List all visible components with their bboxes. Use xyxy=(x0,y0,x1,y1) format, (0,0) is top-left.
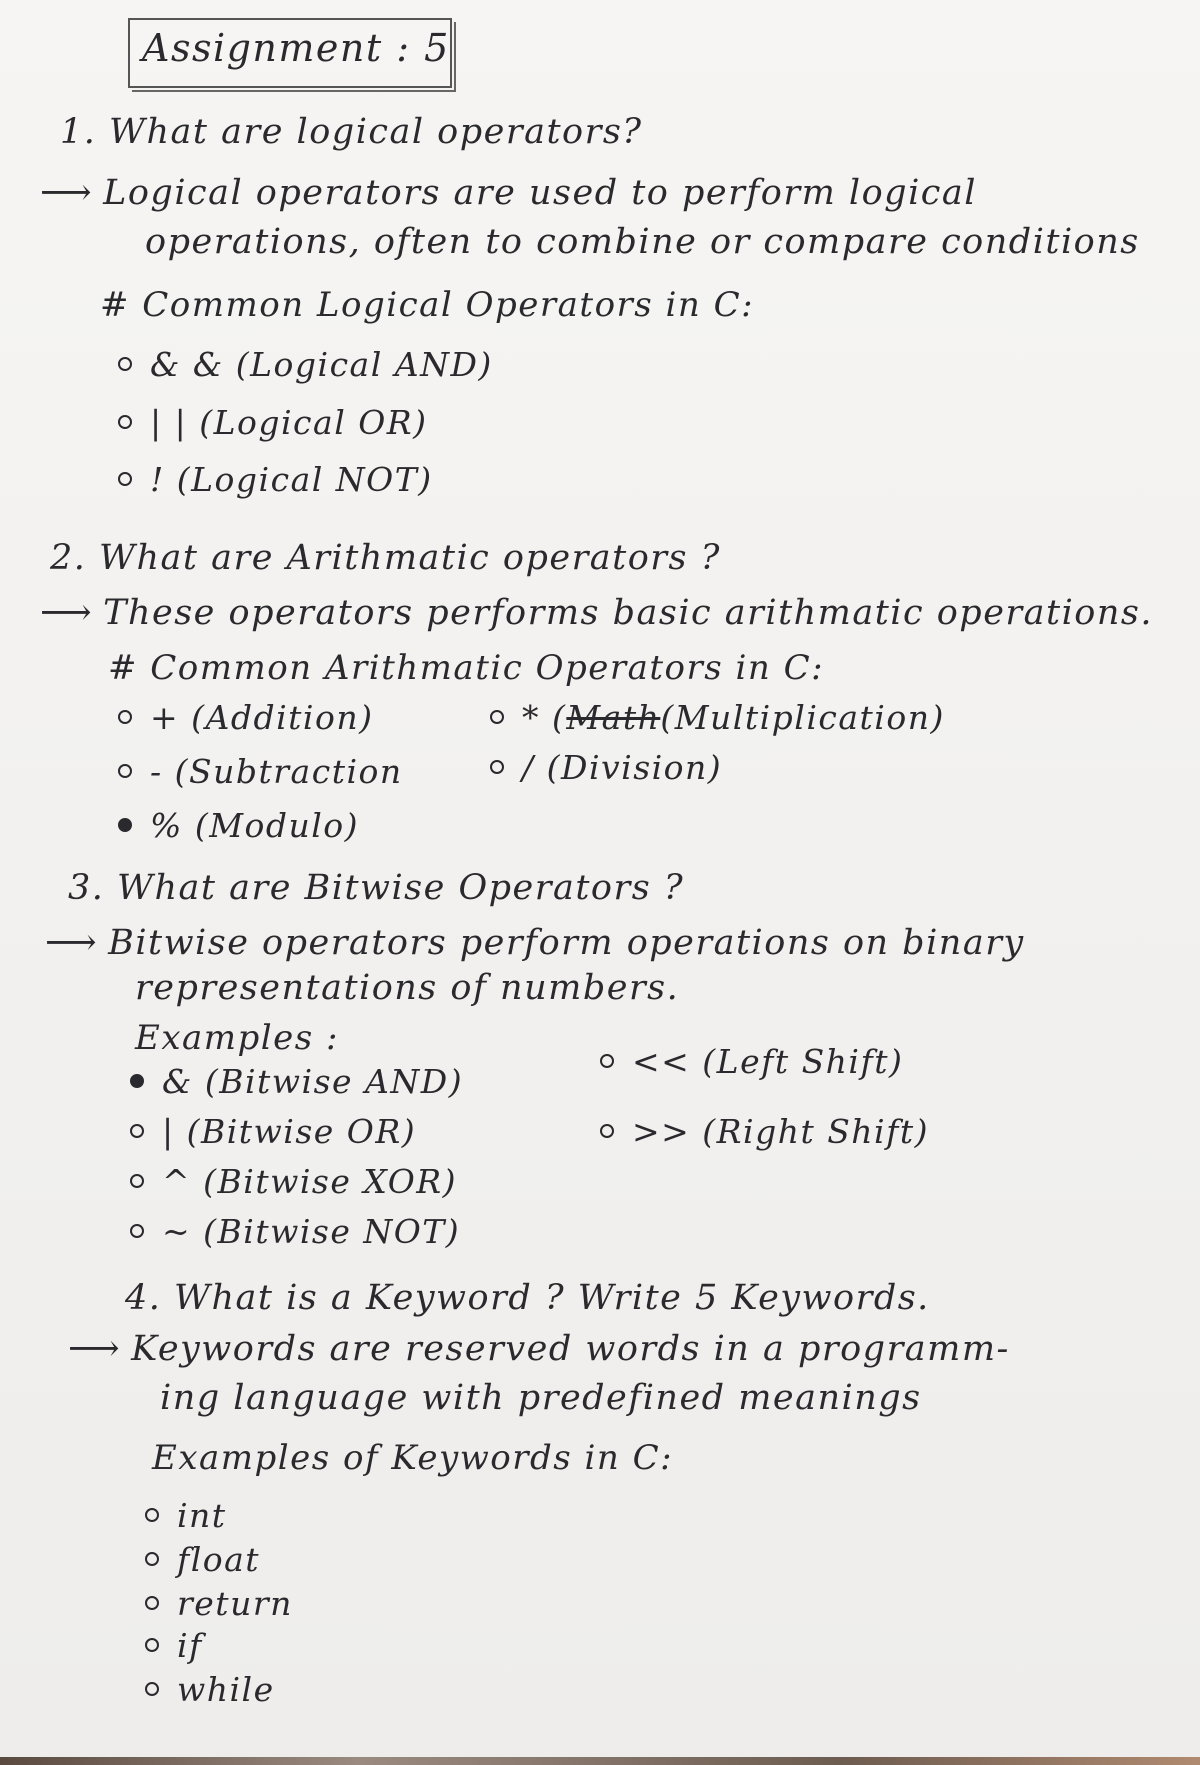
bullet-icon xyxy=(130,1124,144,1138)
bullet-icon xyxy=(145,1596,159,1610)
list-item: >> (Right Shift) xyxy=(600,1112,929,1151)
answer-2-line-1: ⟶ These operators performs basic arithmatic operations. xyxy=(40,592,1153,633)
list-item: & (Bitwise AND) xyxy=(130,1062,463,1101)
bullet-icon xyxy=(145,1638,159,1652)
answer-4-line-2: ing language with predefined meanings xyxy=(160,1378,922,1418)
answer-1-line-2: operations, often to combine or compare conditions xyxy=(145,222,1140,262)
question-1: 1. What are logical operators? xyxy=(60,112,643,152)
list-item: + (Addition) xyxy=(118,698,373,737)
q4-examples-label: Examples of Keywords in C: xyxy=(152,1438,674,1478)
bullet-icon xyxy=(490,710,504,724)
arrow-icon: ⟶ xyxy=(45,922,99,963)
list-item: float xyxy=(145,1540,260,1579)
q2-heading: # Common Arithmatic Operators in C: xyxy=(108,648,825,688)
bullet-icon xyxy=(490,760,504,774)
bullet-icon xyxy=(130,1174,144,1188)
answer-4-line-1: ⟶ Keywords are reserved words in a programm- xyxy=(68,1328,1010,1369)
bullet-icon xyxy=(600,1124,614,1138)
list-item: | | (Logical OR) xyxy=(118,403,428,442)
list-item: while xyxy=(145,1670,275,1709)
list-item: % (Modulo) xyxy=(118,806,359,845)
bullet-icon xyxy=(600,1054,614,1068)
list-item: / (Division) xyxy=(490,748,722,787)
bullet-icon xyxy=(118,710,132,724)
bullet-icon xyxy=(130,1074,144,1088)
bullet-icon xyxy=(118,472,132,486)
bullet-icon xyxy=(145,1552,159,1566)
page-title: Assignment : 5 xyxy=(142,26,450,70)
bullet-icon xyxy=(130,1224,144,1238)
list-item: - (Subtraction xyxy=(118,752,403,791)
bullet-icon xyxy=(118,818,132,832)
list-item: ~ (Bitwise NOT) xyxy=(130,1212,460,1251)
q3-examples-label: Examples : xyxy=(135,1018,339,1058)
answer-1-line-1: ⟶ Logical operators are used to perform logical xyxy=(40,172,977,213)
question-4: 4. What is a Keyword ? Write 5 Keywords. xyxy=(125,1278,930,1318)
arrow-icon: ⟶ xyxy=(40,172,94,213)
question-2: 2. What are Arithmatic operators ? xyxy=(50,538,721,578)
list-item: * (Math(Multiplication) xyxy=(490,698,945,737)
list-item: ^ (Bitwise XOR) xyxy=(130,1162,457,1201)
list-item: ! (Logical NOT) xyxy=(118,460,433,499)
page-bottom-edge xyxy=(0,1757,1200,1765)
q1-heading: # Common Logical Operators in C: xyxy=(100,285,755,325)
answer-3-line-2: representations of numbers. xyxy=(135,968,680,1008)
answer-3-line-1: ⟶ Bitwise operators perform operations on binary xyxy=(45,922,1025,963)
list-item: return xyxy=(145,1584,293,1623)
bullet-icon xyxy=(145,1682,159,1696)
arrow-icon: ⟶ xyxy=(68,1328,122,1369)
list-item: | (Bitwise OR) xyxy=(130,1112,416,1151)
list-item: int xyxy=(145,1496,227,1535)
list-item: if xyxy=(145,1626,203,1665)
struck-text: Math xyxy=(566,698,661,737)
list-item: & & (Logical AND) xyxy=(118,345,493,384)
bullet-icon xyxy=(118,764,132,778)
bullet-icon xyxy=(145,1508,159,1522)
bullet-icon xyxy=(118,415,132,429)
bullet-icon xyxy=(118,357,132,371)
arrow-icon: ⟶ xyxy=(40,592,94,633)
list-item: << (Left Shift) xyxy=(600,1042,903,1081)
question-3: 3. What are Bitwise Operators ? xyxy=(68,868,685,908)
